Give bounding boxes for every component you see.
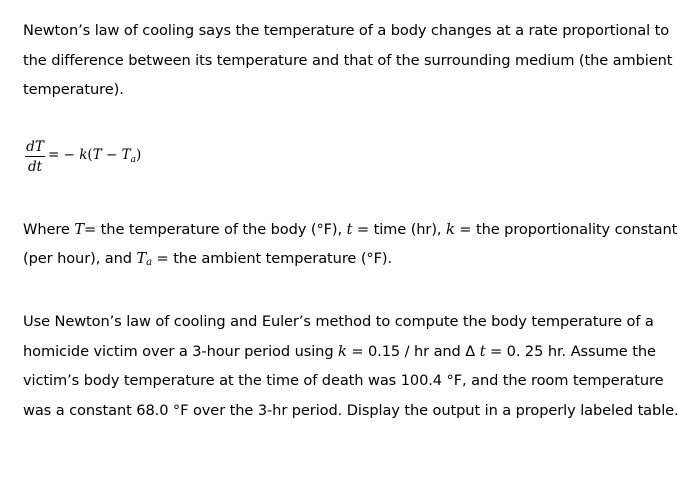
open-paren: ( [87,146,93,163]
equation-right-side [48,147,141,168]
problem-paragraph [23,307,683,425]
Ta-symbol: T [121,146,131,163]
T-variable: T [74,220,84,238]
problem-text-3: = 0. 25 hr. Assume the victim’s body temperature at the time of death was 100.4 °F, and the room temperature was a constant 68.0 °F over the 3-hr period. Display the output in a properly labeled table. [23,342,679,419]
intro-paragraph [23,16,683,105]
T-symbol: T [92,146,102,163]
minus-sign: − [101,146,122,163]
close-paren: ) [136,146,142,163]
T-definition: = the temperature of the body (°F), [84,220,347,238]
k-value-variable: k [338,342,347,360]
Ta-variable-subscript: a [146,257,152,268]
fraction-denominator: dt [27,158,43,175]
k-symbol: k [79,146,88,163]
equals-minus: = − [48,146,80,163]
Ta-variable: T [136,250,147,267]
t-definition: = time (hr), [352,220,447,238]
where-text: Where [23,220,75,238]
document-page [23,16,683,425]
fraction-numerator: dT [26,138,44,155]
k-variable: k [446,220,455,238]
paragraph-spacer [23,278,683,308]
k-definition: = the proportionality constant (per hour), and [23,220,678,267]
Ta-definition: = the ambient temperature (°F). [151,250,393,267]
delta-t-variable: t [479,342,486,360]
definitions-paragraph [23,215,683,278]
problem-text-2: = 0.15 / hr and Δ [346,342,480,360]
t-variable: t [346,220,353,238]
derivative-fraction [25,139,45,175]
Ta-subscript: a [130,154,136,165]
intro-text: Newton’s law of cooling says the temperature of a body changes at a rate proportional to the difference between its temperature and that of the surrounding medium (the ambient temperature). [23,22,673,98]
fraction-bar [25,156,45,157]
problem-text-1: Use Newton’s law of cooling and Euler’s method to compute the body temperature of a homicide victim over a 3-hour period using [23,313,654,360]
cooling-equation [23,105,683,215]
